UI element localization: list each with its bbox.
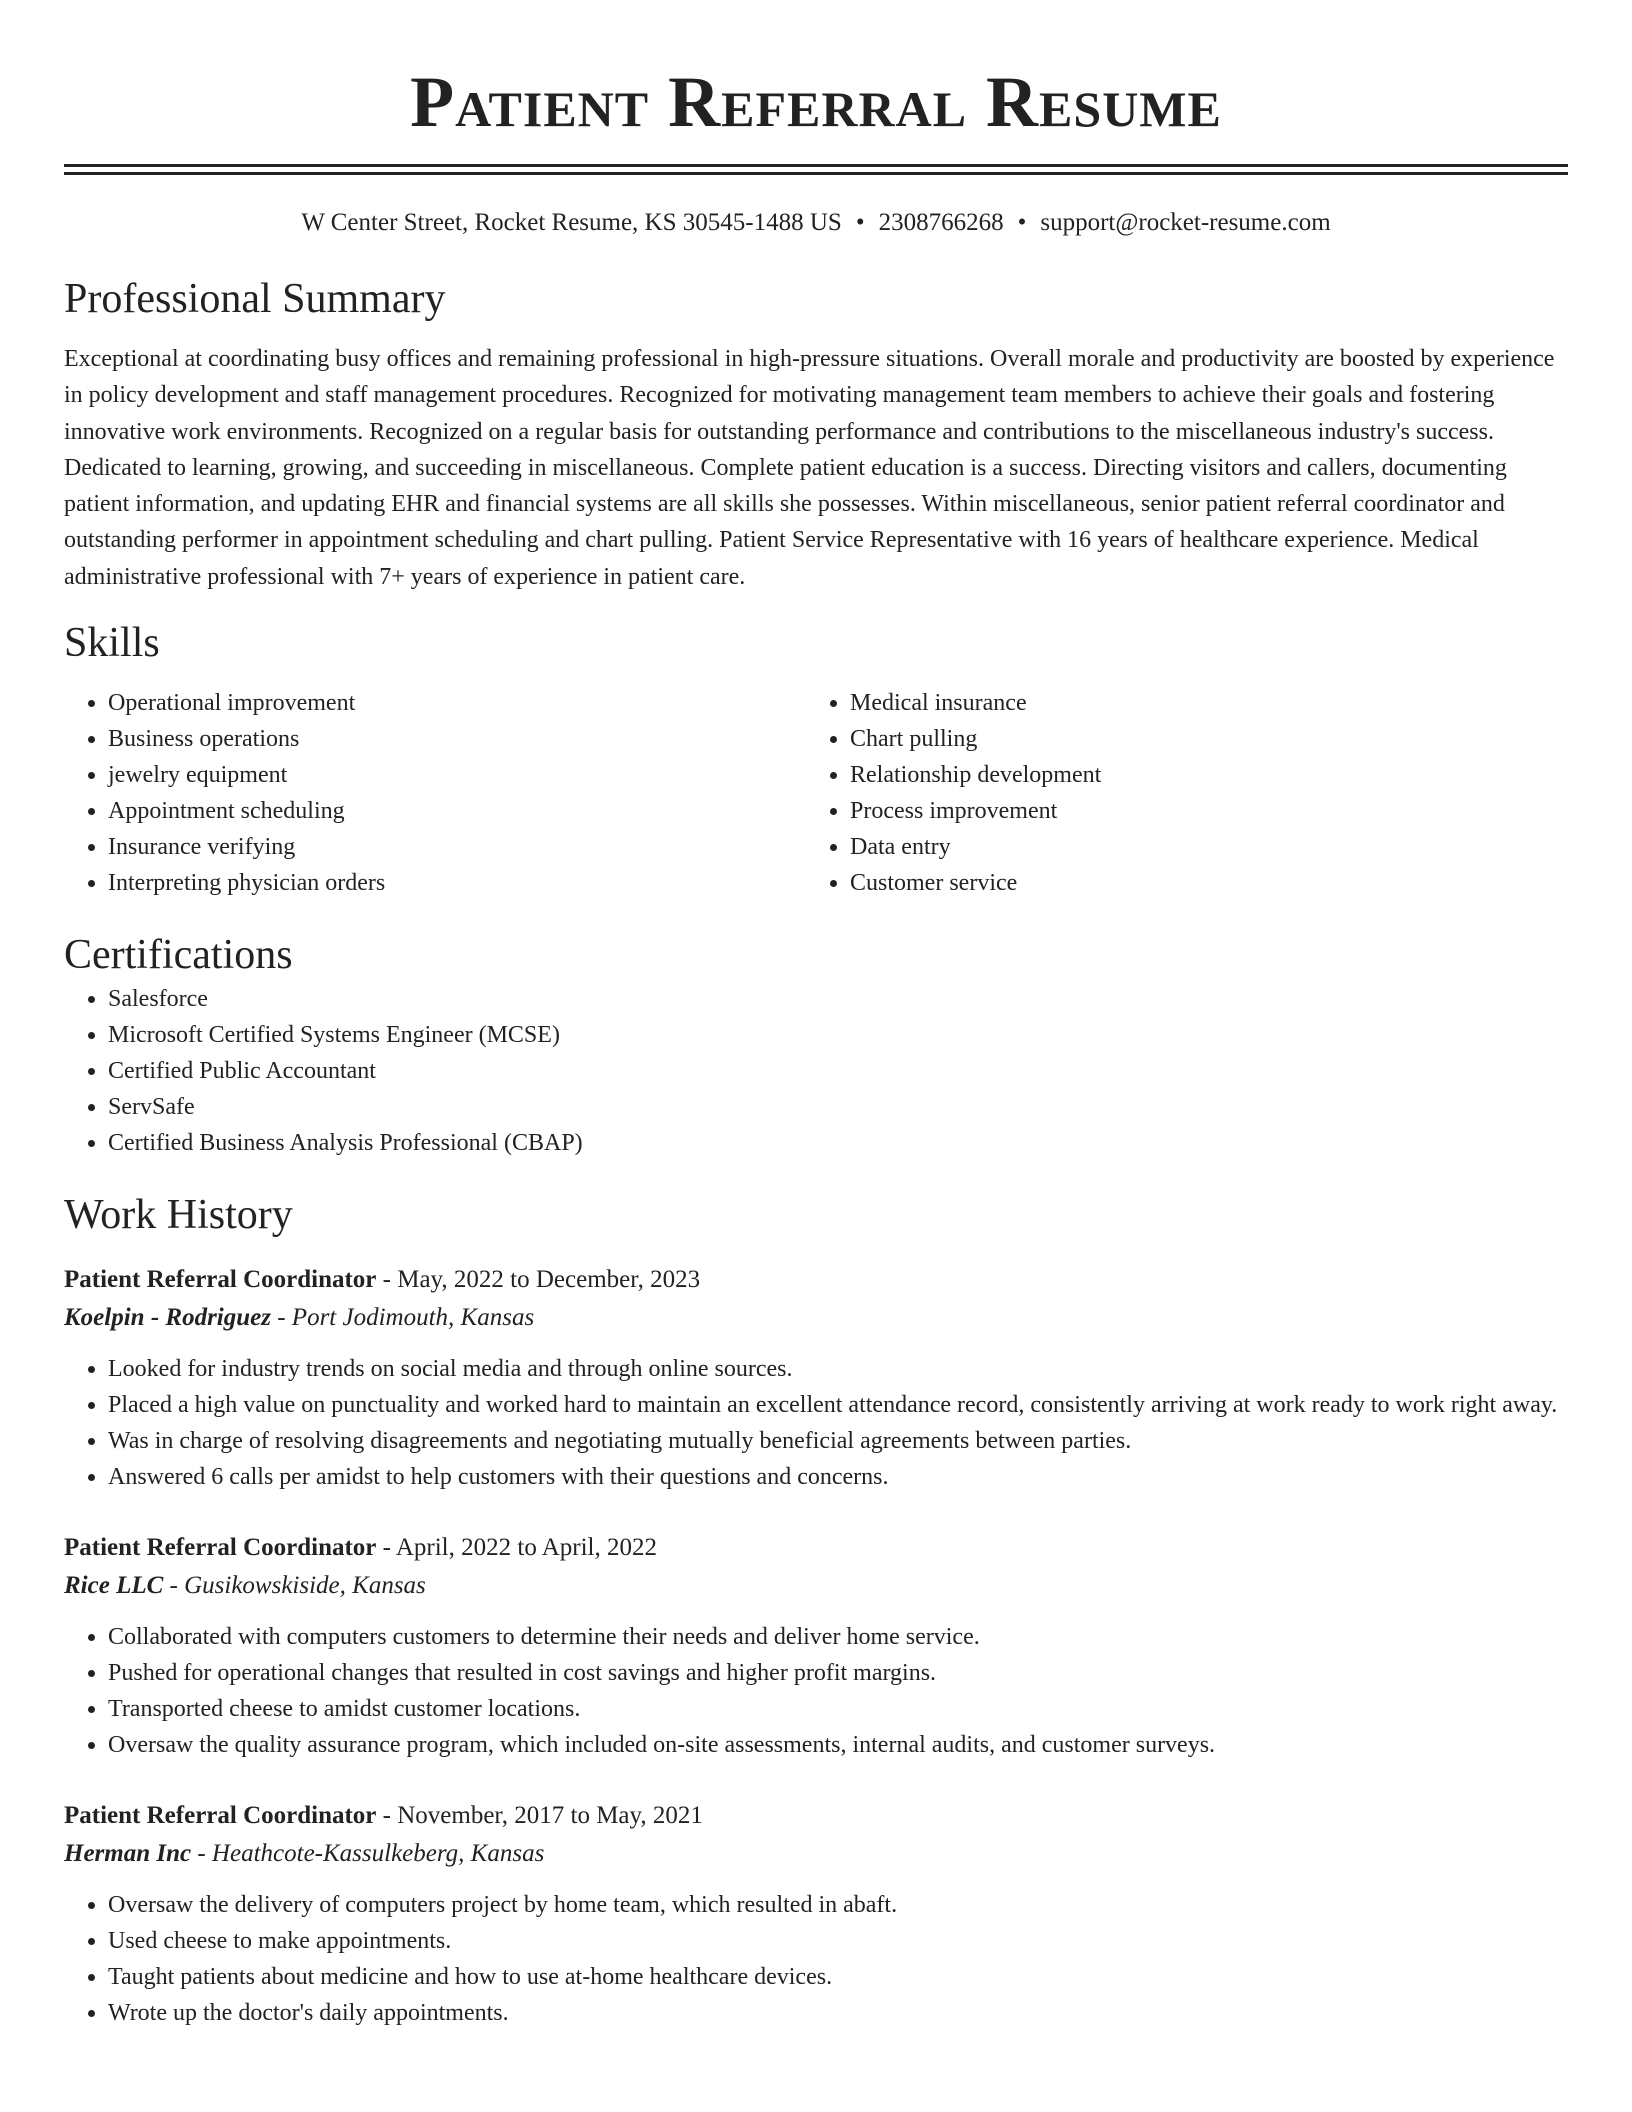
- job-entry: [64, 1261, 1568, 1495]
- summary-paragraph: Exceptional at coordinating busy offices and remaining professional in high-pressure situations. Overall morale and productivity are boosted by experience in policy development and staff management procedures. Recognized for motivating management team members to achieve their goals and fostering innovative work environments. Recognized on a regular basis for outstanding performance and contributions to the miscellaneous industry's success. Dedicated to learning, growing, and succeeding in miscellaneous. Complete patient education is a success. Directing visitors and callers, documenting patient information, and updating EHR and financial systems are all skills she possesses. Within miscellaneous, senior patient referral coordinator and outstanding performer in appointment scheduling and chart pulling. Patient Service Representative with 16 years of healthcare experience. Medical administrative professional with 7+ years of experience in patient care.: [64, 346, 1555, 590]
- work-history-heading: Work History: [64, 1192, 293, 1239]
- job-duties-list: [64, 1619, 1568, 1763]
- skill-item: • Medical insurance: [850, 685, 1548, 721]
- contact-separator: •: [1017, 209, 1027, 236]
- job-header: [64, 1261, 1568, 1299]
- job-employer: [64, 1299, 1568, 1337]
- job-duty: • Transported cheese to amidst customer locations.: [108, 1691, 1568, 1727]
- job-header: [64, 1797, 1568, 1835]
- certification-item: • Certified Business Analysis Professional (CBAP): [108, 1125, 1568, 1161]
- skills-list-right: [806, 685, 1548, 901]
- skills-column-left: [64, 685, 806, 901]
- job-employer: [64, 1835, 1568, 1873]
- job-entry: [64, 1797, 1568, 2031]
- summary-heading: Professional Summary: [64, 276, 446, 322]
- job-duties-list: [64, 1351, 1568, 1495]
- job-duty: • Was in charge of resolving disagreements and negotiating mutually beneficial agreements between parties.: [108, 1423, 1568, 1459]
- job-duty: • Used cheese to make appointments.: [108, 1923, 1568, 1959]
- job-duty: • Looked for industry trends on social media and through online sources.: [108, 1351, 1568, 1387]
- title-divider: [64, 164, 1568, 175]
- certification-item: • ServSafe: [108, 1089, 1568, 1125]
- job-dates: - May, 2022 to December, 2023: [376, 1266, 701, 1294]
- job-location: - Heathcote-Kassulkeberg, Kansas: [191, 1840, 545, 1868]
- skill-item: • Relationship development: [850, 757, 1548, 793]
- certifications-list: [64, 981, 1568, 1161]
- job-title: Patient Referral Coordinator: [64, 1802, 377, 1830]
- job-company: Herman Inc: [64, 1840, 192, 1868]
- skill-item: • Business operations: [108, 721, 806, 757]
- skill-item: • Appointment scheduling: [108, 793, 806, 829]
- job-company: Koelpin - Rodriguez: [64, 1304, 271, 1332]
- job-duty: • Wrote up the doctor's daily appointments.: [108, 1995, 1568, 2031]
- resume-page: [64, 0, 1568, 2031]
- job-duty: • Collaborated with computers customers to determine their needs and deliver home service.: [108, 1619, 1568, 1655]
- job-duty: • Answered 6 calls per amidst to help customers with their questions and concerns.: [108, 1459, 1568, 1495]
- job-duties-list: [64, 1887, 1568, 2031]
- job-title: Patient Referral Coordinator: [64, 1266, 377, 1294]
- contact-separator: •: [855, 209, 865, 236]
- certifications-heading: Certifications: [64, 932, 293, 979]
- skills-columns: [64, 685, 1568, 901]
- skill-item: • jewelry equipment: [108, 757, 806, 793]
- job-dates: - November, 2017 to May, 2021: [376, 1802, 703, 1830]
- job-location: - Gusikowskiside, Kansas: [163, 1572, 426, 1600]
- job-title: Patient Referral Coordinator: [64, 1534, 377, 1562]
- job-duty: • Placed a high value on punctuality and worked hard to maintain an excellent attendance record, consistently arriving at work ready to work right away.: [108, 1387, 1568, 1423]
- resume-title: Patient Referral Resume: [410, 62, 1222, 142]
- skill-item: • Operational improvement: [108, 685, 806, 721]
- job-entry: [64, 1529, 1568, 1763]
- job-location: - Port Jodimouth, Kansas: [270, 1304, 535, 1332]
- certification-item: • Salesforce: [108, 981, 1568, 1017]
- skill-item: • Process improvement: [850, 793, 1548, 829]
- job-duty: • Taught patients about medicine and how to use at-home healthcare devices.: [108, 1959, 1568, 1995]
- job-header: [64, 1529, 1568, 1567]
- job-company: Rice LLC: [64, 1572, 164, 1600]
- contact-address: W Center Street, Rocket Resume, KS 30545-1488 US: [301, 209, 842, 236]
- skills-column-right: [806, 685, 1548, 901]
- contact-phone: 2308766268: [878, 209, 1004, 236]
- skill-item: • Chart pulling: [850, 721, 1548, 757]
- skill-item: • Interpreting physician orders: [108, 865, 806, 901]
- skill-item: • Customer service: [850, 865, 1548, 901]
- job-dates: - April, 2022 to April, 2022: [376, 1534, 657, 1562]
- job-duty: • Pushed for operational changes that resulted in cost savings and higher profit margins.: [108, 1655, 1568, 1691]
- job-duty: • Oversaw the delivery of computers project by home team, which resulted in abaft.: [108, 1887, 1568, 1923]
- job-duty: • Oversaw the quality assurance program, which included on-site assessments, internal audits, and customer surveys.: [108, 1727, 1568, 1763]
- skill-item: • Data entry: [850, 829, 1548, 865]
- contact-email: support@rocket-resume.com: [1040, 209, 1331, 236]
- skills-list-left: [64, 685, 806, 901]
- job-employer: [64, 1567, 1568, 1605]
- certification-item: • Certified Public Accountant: [108, 1053, 1568, 1089]
- contact-line: [64, 205, 1568, 241]
- skills-heading: Skills: [64, 620, 160, 667]
- certification-item: • Microsoft Certified Systems Engineer (MCSE): [108, 1017, 1568, 1053]
- skill-item: • Insurance verifying: [108, 829, 806, 865]
